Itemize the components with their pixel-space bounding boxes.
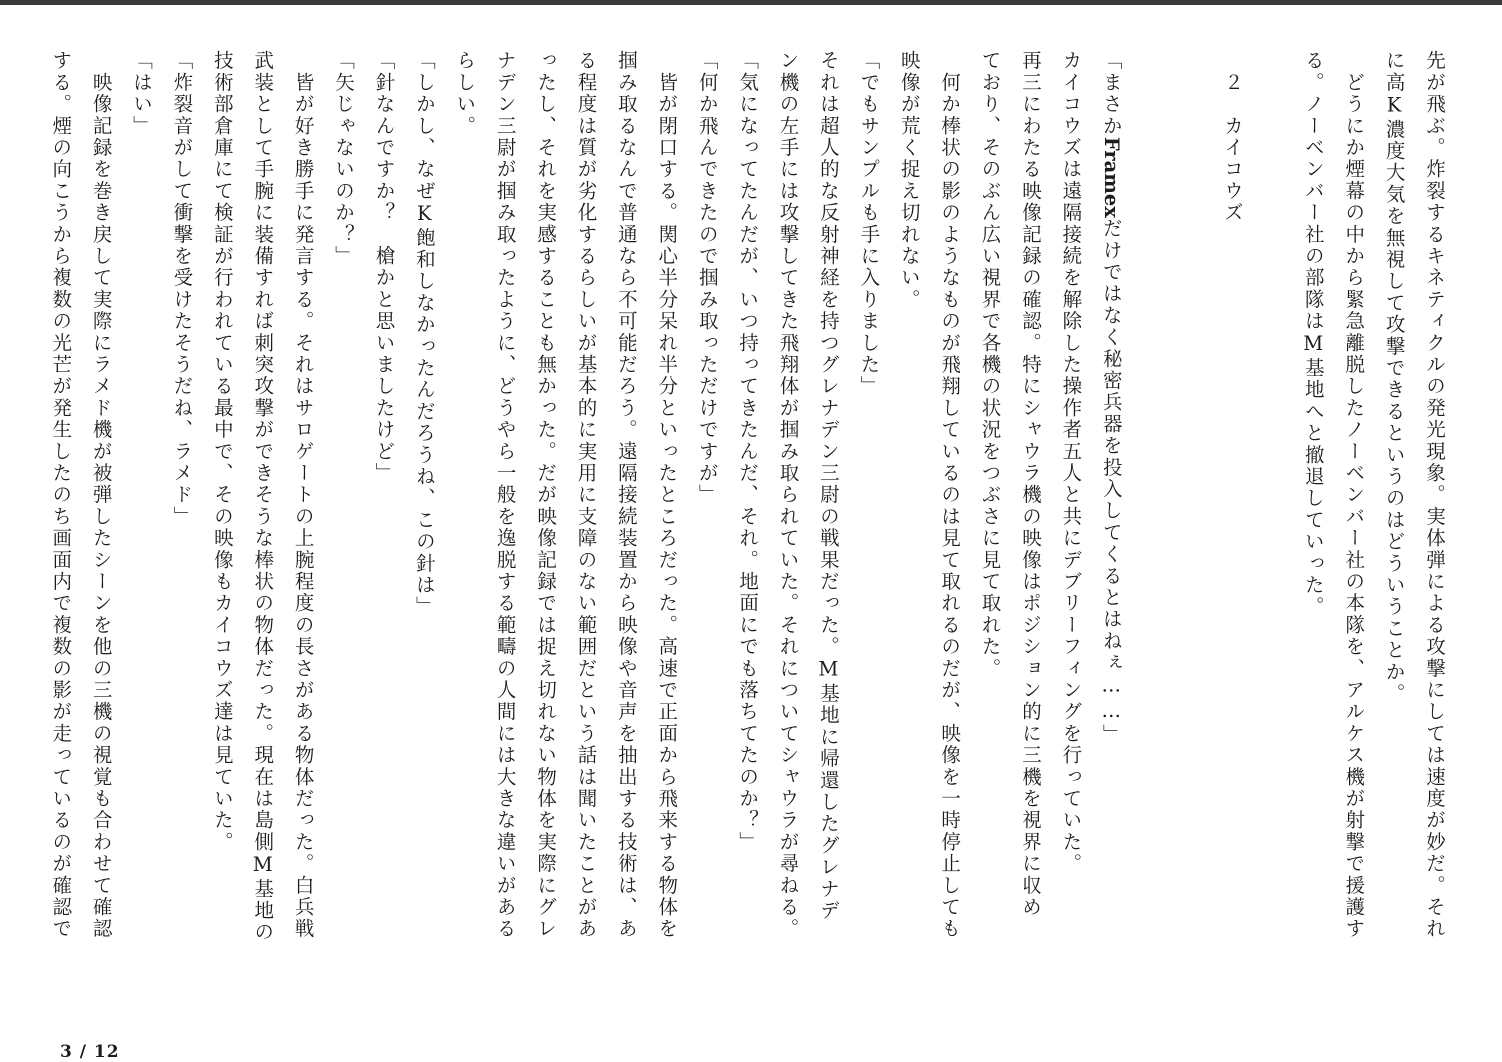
text-line: 「矢じゃないのか？」 <box>332 50 356 267</box>
text-line: 「炸裂音がして衝撃を受けたそうだね、ラメド」 <box>170 50 194 528</box>
latin-word-framex: Framex <box>1099 136 1123 218</box>
text-line: 「針なんですか？ 槍かと思いましたけど」 <box>372 50 396 484</box>
text-line: 再三にわたる映像記録の確認。特にシャウラ機の映像はポジション的に三機を視界に収め <box>1018 50 1042 918</box>
section-heading: ２ カイコウズ <box>1220 50 1244 224</box>
text-line: らしい。 <box>453 50 477 137</box>
text-line: ナデン三尉が掴み取ったように、どうやら一般を逸脱する範疇の人間には大きな違いがある <box>493 50 517 940</box>
text-line: カイコウズは遠隔接続を解除した操作者五人と共にデブリーフィングを行っていた。 <box>1059 50 1083 875</box>
text-line <box>1090 50 1130 1020</box>
blank-line <box>1171 50 1211 1020</box>
text-line: に高K濃度大気を無視して攻撃できるというのはどういうことか。 <box>1382 50 1406 705</box>
text-line: る程度は質が劣化するらしいが基本的に実用に支障のない範囲だという話は聞いたことがあ <box>574 50 598 940</box>
text-line: する。煙の向こうから複数の光芒が発生したのち画面内で複数の影が走っているのが確認で <box>49 50 73 940</box>
text-line: る。ノーベンバー社の部隊はM基地へと撤退していった。 <box>1301 50 1325 618</box>
text-line: 「でもサンプルも手に入りました」 <box>857 50 881 398</box>
text-line: 「はい」 <box>130 50 153 137</box>
page-indicator: 3 / 12 <box>60 1042 120 1062</box>
text-line: 技術部倉庫にて検証が行われている最中で、その映像もカイコウズ達は見ていた。 <box>210 50 234 853</box>
text-line: 皆が閉口する。関心半分呆れ半分といったところだった。高速で正面から飛来する物体を <box>655 50 679 940</box>
text-line: ン機の左手には攻撃してきた飛翔体が掴み取られていた。それについてシャウラが尋ねる。 <box>776 50 800 940</box>
text-line: 映像記録を巻き戻して実際にラメド機が被弾したシーンを他の三機の視覚も合わせて確認 <box>89 50 113 940</box>
text-line: 掴み取るなんで普通なら不可能だろう。遠隔接続装置から映像や音声を抽出する技術は、あ <box>614 50 638 940</box>
text-line: 武装として手腕に装備すれば刺突攻撃ができそうな棒状の物体だった。現在は島側M基地の <box>251 50 275 944</box>
top-border-bar <box>0 0 1502 5</box>
text-line: それは超人的な反射神経を持つグレナデン三尉の戦果だった。M基地に帰還したグレナデ <box>816 50 840 922</box>
text-line: 映像が荒く捉え切れない。 <box>897 50 921 311</box>
text-line: ており、そのぶん広い視界で各機の状況をつぶさに見て取れた。 <box>978 50 1002 680</box>
text-line: ったし、それを実感することも無かった。だが映像記録では捉え切れない物体を実際にグレ <box>534 50 558 940</box>
text-line: 「何か飛んできたので掴み取っただけですが」 <box>695 50 719 506</box>
vertical-text-body <box>48 50 1454 1020</box>
text-line: 先が飛ぶ。炸裂するキネティクルの発光現象。実体弾による攻撃にしては速度が妙だ。それ <box>1423 50 1446 940</box>
text-line-start: 「まさか <box>1099 50 1123 137</box>
text-line: 「気になってたんだが、いつ持ってきたんだ、それ。地面にでも落ちてたのか？」 <box>736 50 760 853</box>
text-line: 皆が好き勝手に発言する。それはサロゲートの上腕程度の長さがある物体だった。白兵戦 <box>291 50 315 940</box>
text-line: どうにか煙幕の中から緊急離脱したノーベンバー社の本隊を、アルケス機が射撃で援護す <box>1342 50 1366 940</box>
text-line: 何か棒状の影のようなものが飛翔しているのは見て取れるのだが、映像を一時停止しても <box>938 50 962 940</box>
blank-line <box>1252 50 1292 1020</box>
blank-line <box>1131 50 1171 1020</box>
text-line-end: だけではなく秘密兵器を投入してくるとはねぇ……」 <box>1099 217 1123 746</box>
text-line: 「しかし、なぜK飽和しなかったんだろうね、この針は」 <box>412 50 436 618</box>
